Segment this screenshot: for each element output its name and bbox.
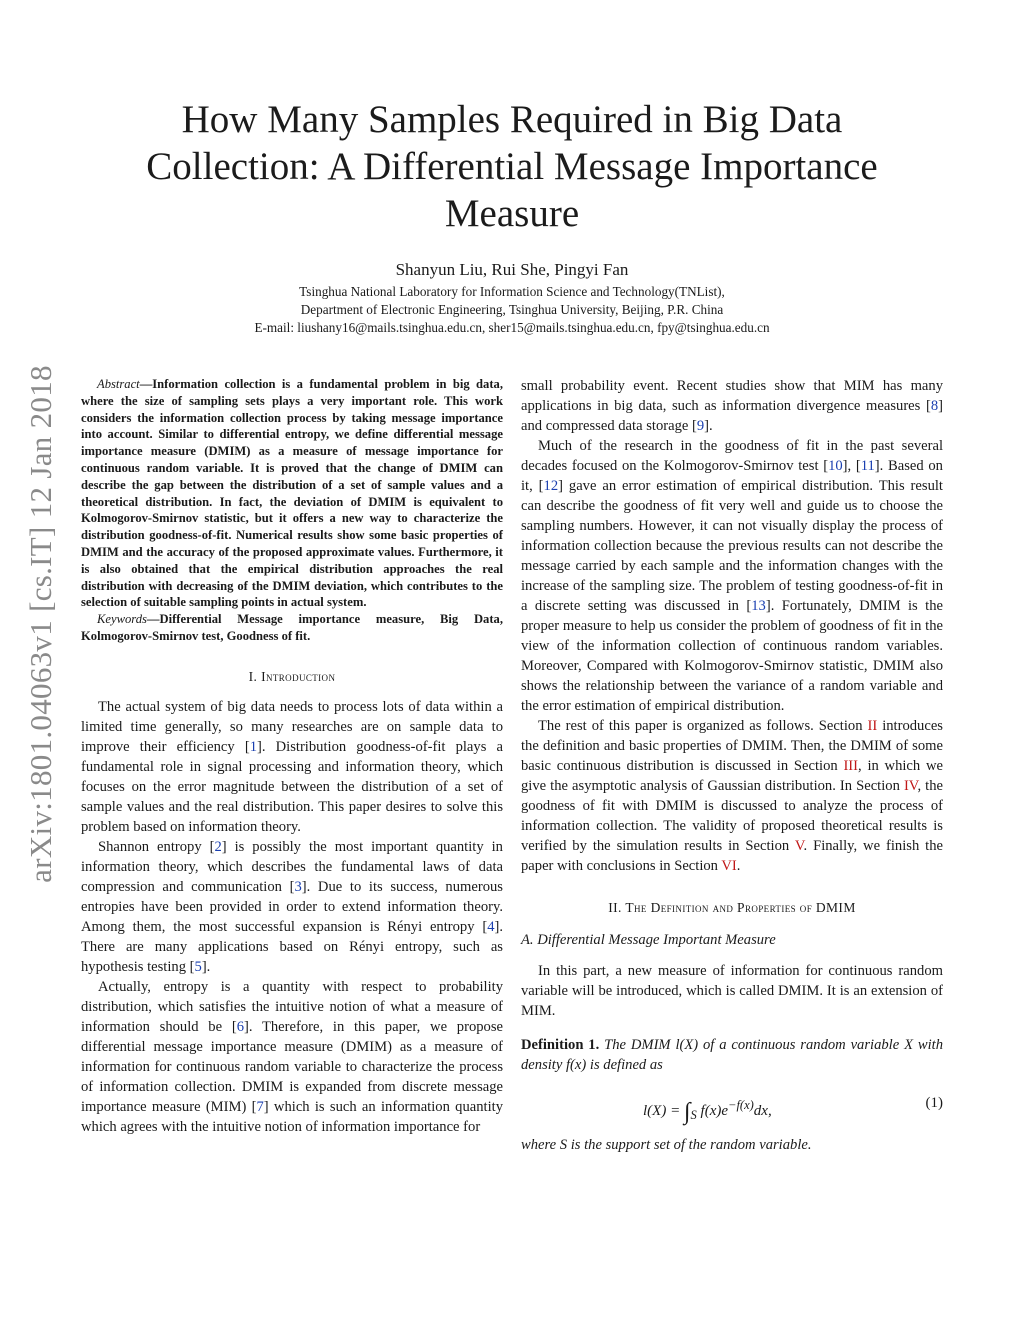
section2-paragraph-1: In this part, a new measure of information for continuous random variable will be introduced, which is called DMIM. It is an extension of MIM.: [521, 963, 943, 1019]
citation-link[interactable]: 3: [294, 878, 302, 895]
affiliation-line-1: Tsinghua National Laboratory for Information Science and Technology(TNList),: [299, 284, 725, 299]
intro-paragraph-1: The actual system of big data needs to process lots of data within a limited time generally, so many researches are on sample data to improve their efficiency [1]. Distribution goodness-of-fit plays a fundamental role in signal processing and information theory, which focuses on the error magnitude between the distribution of a set of sample values and the real distribution. This paper desires to solve this problem based on information theory.: [81, 698, 503, 835]
intro-paragraph-5: Much of the research in the goodness of fit in the past several decades focused on the Kolmogorov-Smirnov test [10], [11]. Based on it, [12] gave an error estimation of empirical distribution. This result can describe the goodness of fit very well and guide us to choose the sampling numbers. However, it can not visually display the process of information collection because the previous results can not describe the message carried by each sample and the information changes with the increase of the sampling size. The problem of testing goodness-of-fit in a discrete setting was discussed in [13]. Fortunately, DMIM is the proper measure to help us consider the problem of goodness of fit in the view of the information collection of continuous random variables. Moreover, Compared with Kolmogorov-Smirnov statistic, DMIM also shows the relationship between the variance of a random variable and the error estimation of empirical distribution.: [521, 438, 943, 714]
citation-link[interactable]: 11: [860, 458, 875, 474]
citation-link[interactable]: 8: [930, 398, 939, 414]
citation-link[interactable]: 5: [194, 958, 202, 975]
citation-link[interactable]: 1: [249, 738, 257, 755]
citation-link[interactable]: 12: [543, 478, 559, 494]
intro-paragraph-6: The rest of this paper is organized as follows. Section II introduces the definition and basic properties of DMIM. Then, the DMIM of some basic continuous distribution is discussed in Section III, in which we give the asymptotic analysis of Gaussian distribution. In Section IV, the goodness of fit with DMIM is discussed to analyze the process of information collection. The validity of proposed theoretical results is verified by the simulation results in Section V. Finally, we finish the paper with conclusions in Section VI.: [521, 718, 943, 874]
section-link[interactable]: III: [843, 758, 859, 774]
section-link[interactable]: VI: [721, 858, 737, 874]
section-link[interactable]: II: [867, 718, 878, 734]
citation-link[interactable]: 10: [828, 458, 843, 474]
citation-link[interactable]: 6: [236, 1018, 244, 1035]
keywords-text: —Differential Message importance measure, Big Data, Kolmogorov-Smirnov test, Goodness of fit.: [81, 612, 503, 643]
left-column: [81, 376, 503, 1137]
abstract-label: Abstract: [97, 377, 140, 391]
equation-body: $l(X) = \int_S$ $f(x)e^{-f(x)}dx$,: [643, 1098, 772, 1125]
right-column: [521, 376, 943, 1155]
section-heading-definition: II. The Definition and Properties of DMIM: [608, 900, 856, 915]
citation-link[interactable]: 4: [487, 918, 495, 935]
definition-where-clause: where S is the support set of the random variable.: [521, 1137, 812, 1153]
citation-link[interactable]: 13: [751, 598, 766, 614]
integral-symbol: ∫: [683, 1099, 691, 1125]
citation-link[interactable]: 9: [696, 418, 705, 434]
section-heading-introduction: I. Introduction: [248, 668, 336, 684]
paper-title: How Many Samples Required in Big Data Collection: A Differential Message Importance Measure: [146, 98, 878, 235]
definition-1: [521, 1035, 943, 1075]
equation-1: [521, 1083, 943, 1127]
keywords-label: Keywords: [97, 612, 147, 627]
section-link[interactable]: IV: [903, 778, 918, 794]
arxiv-stamp: [20, 338, 62, 910]
definition-text: The DMIM l(X) of a continuous random variable X with density f(x) is defined as: [521, 1037, 943, 1073]
intro-paragraph-2: Shannon entropy [2] is possibly the most important quantity in information theory, which describes the fundamental laws of data compression and communication [3]. Due to its success, numerous entropies have been provided in order to extend information theory. Among them, the most successful expansion is Rényi entropy [4]. There are many applications based on Rényi entropy, such as hypothesis testing [5].: [81, 838, 503, 975]
section-link[interactable]: V: [794, 838, 804, 854]
author-list: Shanyun Liu, Rui She, Pingyi Fan: [395, 260, 629, 279]
abstract: [81, 376, 503, 611]
intro-paragraph-3: Actually, entropy is a quantity with respect to probability distribution, which satisfies the intuitive notion of what a measure of information should be [6]. Therefore, in this paper, we propose differential message importance measure (DMIM) as a measure of information for continuous random variable to characterize the process of information collection. DMIM is expanded from discrete message importance measure (MIM) [7] which is such an information quantity which agrees with the intuitive notion of information importance for: [81, 978, 503, 1135]
abstract-text: —Information collection is a fundamental problem in big data, where the size of sampling sets plays a very important role. This work considers the information collection process by taking message importance into account. Similar to differential entropy, we define differential message importance measure (DMIM) as a measure of message importance for continuous random variable. It is proved that the change of DMIM can describe the gap between the distribution of a set of sample values and a theoretical distribution. In fact, the deviation of DMIM is equivalent to Kolmogorov-Smirnov statistic, but it offers a new way to characterize the distribution goodness-of-fit. Numerical results show some basic properties of DMIM and the accuracy of the proposed approximate values. Furthermore, it is also obtained that the empirical distribution approaches the real distribution with decreasing of the DMIM deviation, which contributes to the selection of suitable sampling points in actual system.: [81, 377, 503, 610]
citation-link[interactable]: 7: [256, 1098, 264, 1115]
definition-label: Definition 1.: [521, 1037, 600, 1053]
equation-number: (1): [925, 1095, 943, 1111]
subsection-heading: A. Differential Message Important Measure: [521, 932, 776, 948]
citation-link[interactable]: 2: [214, 838, 222, 855]
intro-paragraph-4: small probability event. Recent studies show that MIM has many applications in big data, such as information divergence measures [8] and compressed data storage [9].: [521, 378, 943, 434]
affiliation-block: [100, 283, 924, 337]
affiliation-email-line: E-mail: liushany16@mails.tsinghua.edu.cn, sher15@mails.tsinghua.edu.cn, fpy@tsinghua.edu.cn: [254, 320, 770, 335]
arxiv-stamp-text: arXiv:1801.04063v1 [cs.IT] 12 Jan 2018: [23, 365, 58, 883]
affiliation-line-2: Department of Electronic Engineering, Tsinghua University, Beijing, P.R. China: [300, 302, 724, 317]
keywords: [81, 611, 503, 645]
